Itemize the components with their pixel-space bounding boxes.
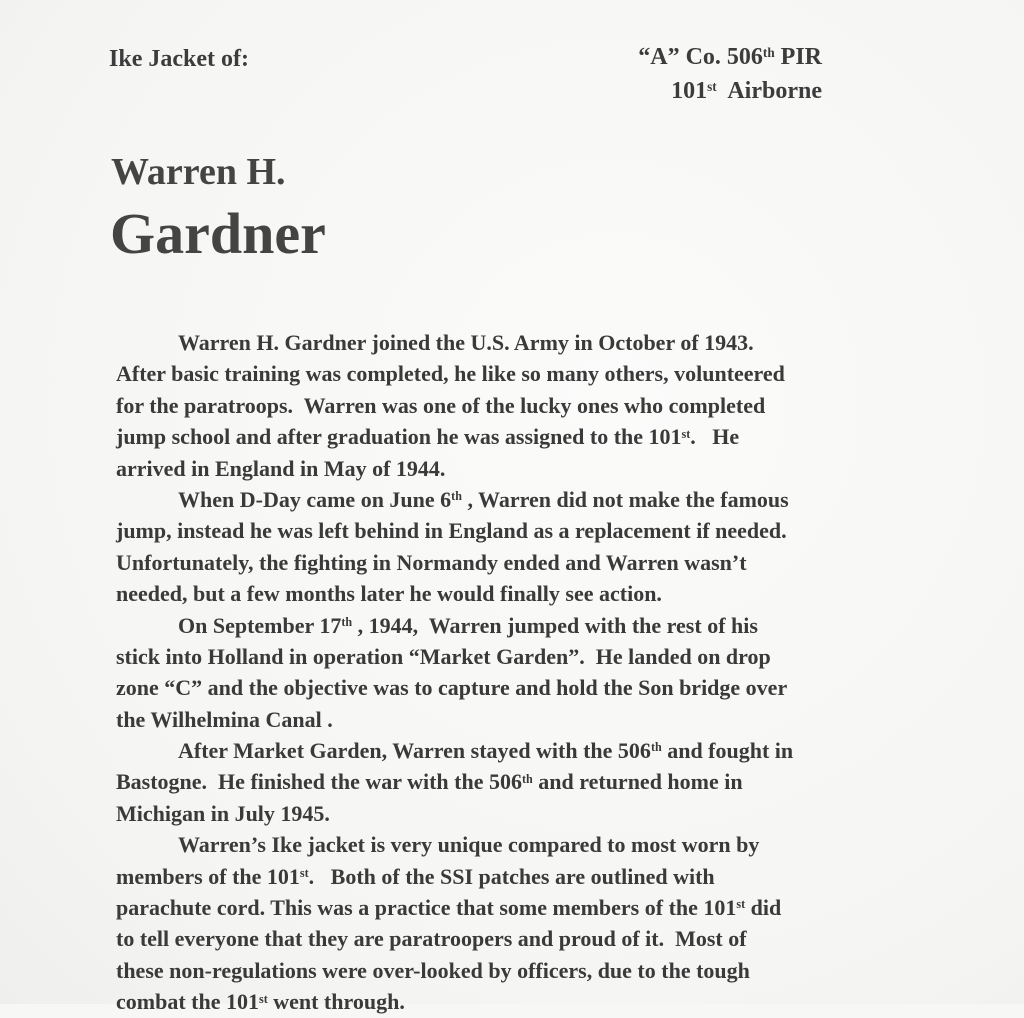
ordinal-suffix: th: [341, 614, 353, 629]
unit-regiment-text: PIR: [774, 44, 822, 70]
body-text-run: to tell everyone that they are paratroopers and proud of it. Most of: [116, 926, 747, 952]
body-line: [116, 484, 906, 515]
ordinal-suffix: st: [299, 866, 309, 880]
body-text-run: did: [745, 895, 782, 921]
ordinal-suffix: th: [650, 740, 662, 755]
body-text-run: zone “C” and the objective was to capture and hold the Son bridge over: [116, 675, 788, 701]
body-line: [116, 453, 906, 484]
body-line: [116, 986, 906, 1017]
ordinal-suffix: st: [681, 426, 691, 441]
body-text-run: . He: [690, 424, 740, 450]
body-text-run: After Market Garden, Warren stayed with the 506: [178, 738, 651, 764]
unit-designation: [560, 40, 822, 108]
body-line: [116, 610, 906, 641]
body-text-run: On September 17: [178, 612, 342, 638]
unit-division-text: Airborne: [716, 78, 822, 104]
body-text-run: Michigan in July 1945.: [116, 800, 330, 826]
body-text-run: jump, instead he was left behind in England as a replacement if needed.: [116, 518, 787, 544]
body-text-run: went through.: [267, 989, 405, 1015]
body-line: [116, 704, 906, 735]
unit-division-number: 101: [671, 78, 708, 104]
body-text-run: After basic training was completed, he like so many others, volunteered: [116, 361, 785, 387]
body-line: [116, 798, 906, 829]
body-text-run: these non-regulations were over-looked by officers, due to the tough: [116, 957, 750, 983]
body-text-run: Unfortunately, the fighting in Normandy ended and Warren wasn’t: [116, 549, 747, 575]
header-label: Ike Jacket of:: [109, 46, 249, 72]
unit-company-text: “A” Co. 506: [638, 44, 763, 70]
body-line: [116, 578, 906, 609]
unit-division-suffix: st: [707, 78, 717, 94]
body-line: [116, 735, 906, 766]
body-line: [116, 547, 906, 578]
body-text-run: arrived in England in May of 1944.: [116, 455, 446, 481]
body-text-run: , 1944, Warren jumped with the rest of his: [352, 612, 758, 638]
body-text-run: and fought in: [661, 738, 794, 764]
body-line: [116, 672, 906, 703]
body-text-run: Bastogne. He finished the war with the 506: [116, 769, 522, 795]
soldier-first-name: Warren H.: [111, 151, 286, 193]
body-text-run: stick into Holland in operation “Market Garden”. He landed on drop: [116, 643, 771, 669]
ordinal-suffix: st: [258, 991, 268, 1006]
body-line: [116, 327, 906, 358]
body-line: [116, 955, 906, 986]
ordinal-suffix: th: [451, 489, 462, 504]
body-text-run: parachute cord. This was a practice that some members of the 101: [116, 895, 737, 921]
body-text-run: . Both of the SSI patches are outlined with: [308, 863, 715, 889]
body-text-run: jump school and after graduation he was assigned to the 101: [116, 424, 682, 450]
body-line: [116, 829, 906, 860]
body-text-run: members of the 101: [116, 863, 300, 889]
unit-company-suffix: th: [762, 44, 775, 60]
body-text-run: Warren H. Gardner joined the U.S. Army in October of 1943.: [178, 330, 754, 355]
body-line: [116, 641, 906, 672]
ordinal-suffix: th: [522, 771, 533, 786]
body-text-run: When D-Day came on June 6: [178, 486, 452, 512]
body-text-run: the Wilhelmina Canal .: [116, 706, 333, 732]
soldier-last-name: Gardner: [110, 201, 326, 266]
body-line: [116, 923, 906, 954]
body-line: [116, 358, 906, 389]
body-text-run: needed, but a few months later he would finally see action.: [116, 581, 662, 607]
body-text-run: for the paratroops. Warren was one of the lucky ones who completed: [116, 392, 766, 418]
biography-text: [116, 327, 906, 1018]
body-text-run: combat the 101: [116, 989, 259, 1015]
ordinal-suffix: st: [736, 897, 746, 912]
body-line: [116, 421, 906, 452]
unit-company-line: [560, 40, 822, 74]
body-line: [116, 515, 906, 546]
body-line: [116, 861, 906, 892]
body-line: [116, 766, 906, 797]
body-text-run: and returned home in: [532, 769, 743, 795]
body-line: [116, 390, 906, 421]
body-text-run: Warren’s Ike jacket is very unique compared to most worn by: [178, 832, 760, 858]
body-line: [116, 892, 906, 923]
unit-division-line: [560, 74, 822, 108]
body-text-run: , Warren did not make the famous: [461, 486, 789, 512]
